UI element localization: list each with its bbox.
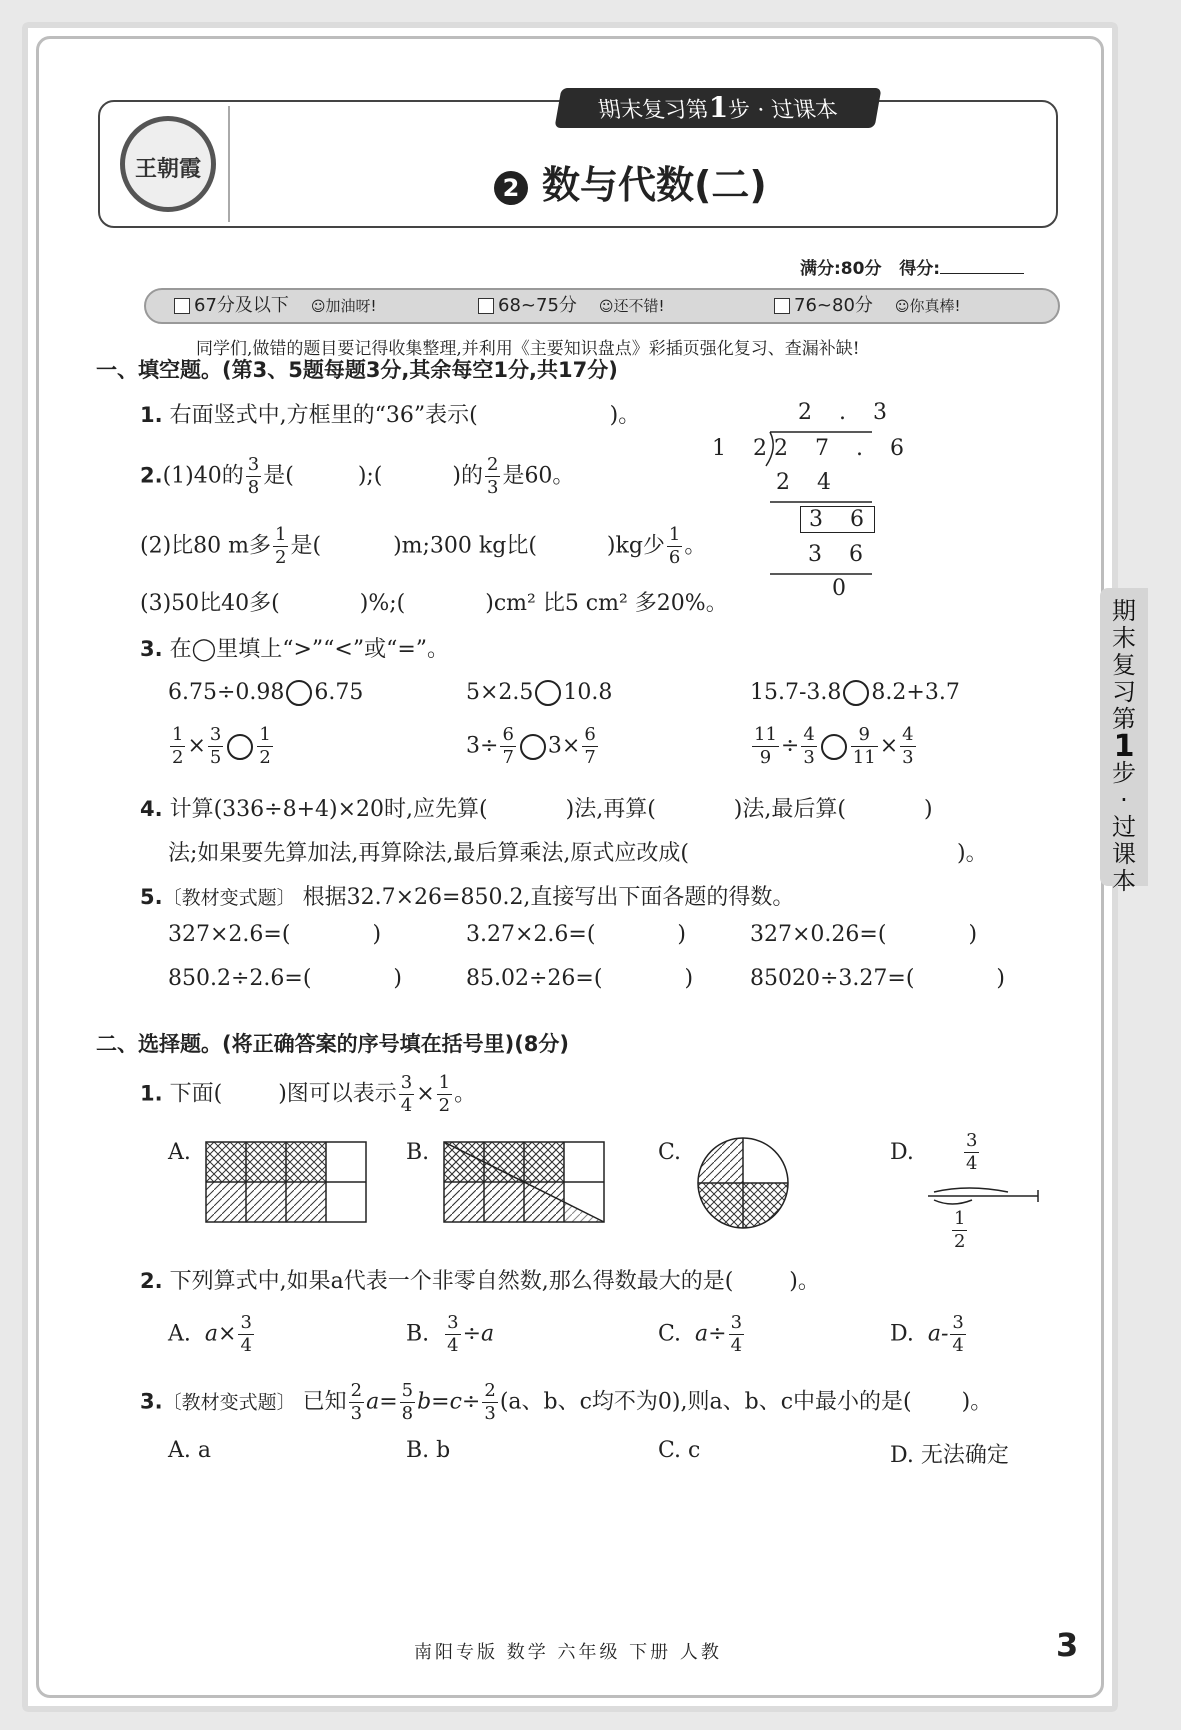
dividend: 2 7 . 6: [774, 436, 914, 461]
level-2-checkbox[interactable]: [478, 298, 494, 314]
compare-circle[interactable]: [227, 734, 253, 760]
option-b-figure: [444, 1142, 604, 1222]
division-lines: [712, 394, 912, 634]
q1-5-a: 327×2.6=( ): [168, 922, 382, 947]
q1-3-row2-c: $\frac{11}{9}$ ÷ $\frac{4}{3}$ $\frac{9}{11}$ × $\frac{4}{3}$: [754, 724, 914, 768]
q1-3-row1-c: 15.7-3.8 8.2+3.7: [750, 680, 960, 705]
long-division: [712, 394, 912, 634]
compare-circle[interactable]: [286, 680, 312, 706]
q2-1: 1. 下面( )图可以表示 $\frac{3}{4}$ × $\frac{1}{2}$ 。: [140, 1072, 477, 1116]
q1-3-row2-a: $\frac{1}{2}$ × $\frac{3}{5}$ $\frac{1}{2}$: [172, 724, 271, 768]
q1-5-f: 85020÷3.27=( ): [750, 966, 1006, 991]
compare-circle[interactable]: [843, 680, 869, 706]
option-a-label[interactable]: A.: [168, 1140, 191, 1165]
q1-3: 3. 在◯里填上“>”“<”或“=”。: [140, 637, 449, 662]
remainder: 0: [832, 576, 856, 601]
banner-post: 步 · 过课本: [725, 98, 840, 123]
compare-circle[interactable]: [821, 734, 847, 760]
quotient: 2 . 3: [798, 400, 897, 425]
compare-circle[interactable]: [535, 680, 561, 706]
logo-text: 王朝霞: [134, 156, 201, 182]
q2-3-option-c[interactable]: C. c: [658, 1438, 701, 1463]
level-1: 67分及以下 ☺加油呀!: [174, 290, 377, 322]
header-box: [98, 91, 1058, 228]
option-d-figure: [928, 1180, 1048, 1210]
page: [22, 22, 1136, 1712]
option-d-top-fraction: $\frac{3}{4}$: [966, 1130, 978, 1174]
option-d-bottom-fraction: $\frac{1}{2}$: [954, 1208, 966, 1252]
option-c-label[interactable]: C.: [658, 1140, 682, 1165]
level-2: 68~75分 ☺还不错!: [478, 290, 665, 322]
title-number: 2: [494, 171, 528, 205]
option-d-label[interactable]: D.: [890, 1140, 914, 1165]
q2-3-option-a[interactable]: A. a: [168, 1438, 211, 1463]
q2-2-option-d[interactable]: D. a- $\frac{3}{4}$: [890, 1312, 964, 1356]
level-3-checkbox[interactable]: [774, 298, 790, 314]
q1-3-row1-a: 6.75÷0.98 6.75: [168, 680, 364, 705]
textbook-variant-tag: 〔教材变式题〕: [162, 1391, 296, 1414]
level-3: 76~80分 ☺你真棒!: [774, 290, 961, 322]
smile-icon: ☺: [598, 299, 614, 315]
level-1-checkbox[interactable]: [174, 298, 190, 314]
option-a-figure: [206, 1142, 366, 1222]
q2-3: 3.〔教材变式题〕 已知 $\frac{2}{3}$ a= $\frac{5}{8}$ b=c÷ $\frac{2}{3}$ (a、b、c均不为0),则a、b、c中最小的是( )。: [140, 1380, 993, 1424]
footer-info: 南阳专版 数学 六年级 下册 人教: [414, 1642, 722, 1663]
q1-5-d: 850.2÷2.6=( ): [168, 966, 403, 991]
smile-icon: ☺: [894, 299, 910, 315]
q2-3-option-d[interactable]: D. 无法确定: [890, 1443, 1009, 1468]
q1-2-2: (2)比80 m多 $\frac{1}{2}$ 是( )m;300 kg比( )kg少 $\frac{1}{6}$ 。: [140, 524, 707, 568]
header-divider: [228, 106, 230, 222]
q2-2-option-a[interactable]: A. a× $\frac{3}{4}$: [168, 1312, 252, 1356]
score-level-bar: [144, 288, 1060, 324]
compare-circle[interactable]: [520, 734, 546, 760]
q1-3-row1-b: 5×2.5 10.8: [466, 680, 613, 705]
q1-5: 5.〔教材变式题〕 根据32.7×26=850.2,直接写出下面各题的得数。: [140, 885, 795, 910]
section-2-heading: 二、选择题。(将正确答案的序号填在括号里)(8分): [96, 1032, 570, 1056]
q2-2: 2. 下列算式中,如果a代表一个非零自然数,那么得数最大的是( )。: [140, 1269, 820, 1294]
q1-3-row2-b: 3÷ $\frac{6}{7}$ 3× $\frac{6}{7}$: [466, 724, 596, 768]
smile-icon: ☺: [310, 299, 326, 315]
option-c-figure: [698, 1138, 788, 1228]
q2-3-option-b[interactable]: B. b: [406, 1438, 451, 1463]
q1-5-e: 85.02÷26=( ): [466, 966, 694, 991]
q1-4-line1: 4. 计算(336÷8+4)×20时,应先算( )法,再算( )法,最后算( ): [140, 797, 933, 822]
study-note: 同学们,做错的题目要记得收集整理,并利用《主要知识盘点》彩插页强化复习、查漏补缺!: [196, 339, 860, 359]
q1-2-1: 2.(1)40的 $\frac{3}{8}$ 是( );( )的 $\frac{2}{3}$ 是60。: [140, 454, 575, 498]
logo: [120, 116, 216, 212]
score-line: [800, 254, 1024, 279]
q2-2-option-b[interactable]: B. $\frac{3}{4}$ ÷a: [406, 1312, 495, 1356]
got-score-label: 得分:: [899, 259, 941, 279]
section-1-heading: 一、填空题。(第3、5题每题3分,其余每空1分,共17分): [96, 358, 618, 382]
title-text: 数与代数(二): [542, 163, 767, 207]
q1-5-b: 3.27×2.6=( ): [466, 922, 687, 947]
full-score: 满分:80分: [800, 259, 882, 279]
step-banner: [554, 88, 881, 128]
product-2: 3 6: [808, 542, 873, 567]
option-b-label[interactable]: B.: [406, 1140, 430, 1165]
product-1: 2 4: [776, 470, 841, 495]
page-number: 3: [1056, 1626, 1079, 1664]
q1-1: 1. 右面竖式中,方框里的“36”表示( )。: [140, 403, 641, 428]
q1-4-line2: 法;如果要先算加法,再算除法,最后算乘法,原式应改成( )。: [168, 841, 988, 866]
textbook-variant-tag: 〔教材变式题〕: [162, 887, 296, 909]
q1-2-3-text: (3)50比40多( )%;( )cm² 比5 cm² 多20%。: [140, 591, 728, 616]
divisor: 1 2: [712, 436, 777, 461]
banner-pre: 期末复习第: [596, 98, 711, 123]
side-tab: 期末复习第 1 步·过课本: [1100, 588, 1148, 886]
q1-5-c: 327×0.26=( ): [750, 922, 978, 947]
page-title: [494, 154, 767, 209]
boxed-36: 3 6: [800, 506, 875, 533]
score-blank[interactable]: [940, 273, 1024, 274]
banner-num: 1: [708, 91, 728, 124]
q2-2-option-c[interactable]: C. a÷ $\frac{3}{4}$: [658, 1312, 743, 1356]
